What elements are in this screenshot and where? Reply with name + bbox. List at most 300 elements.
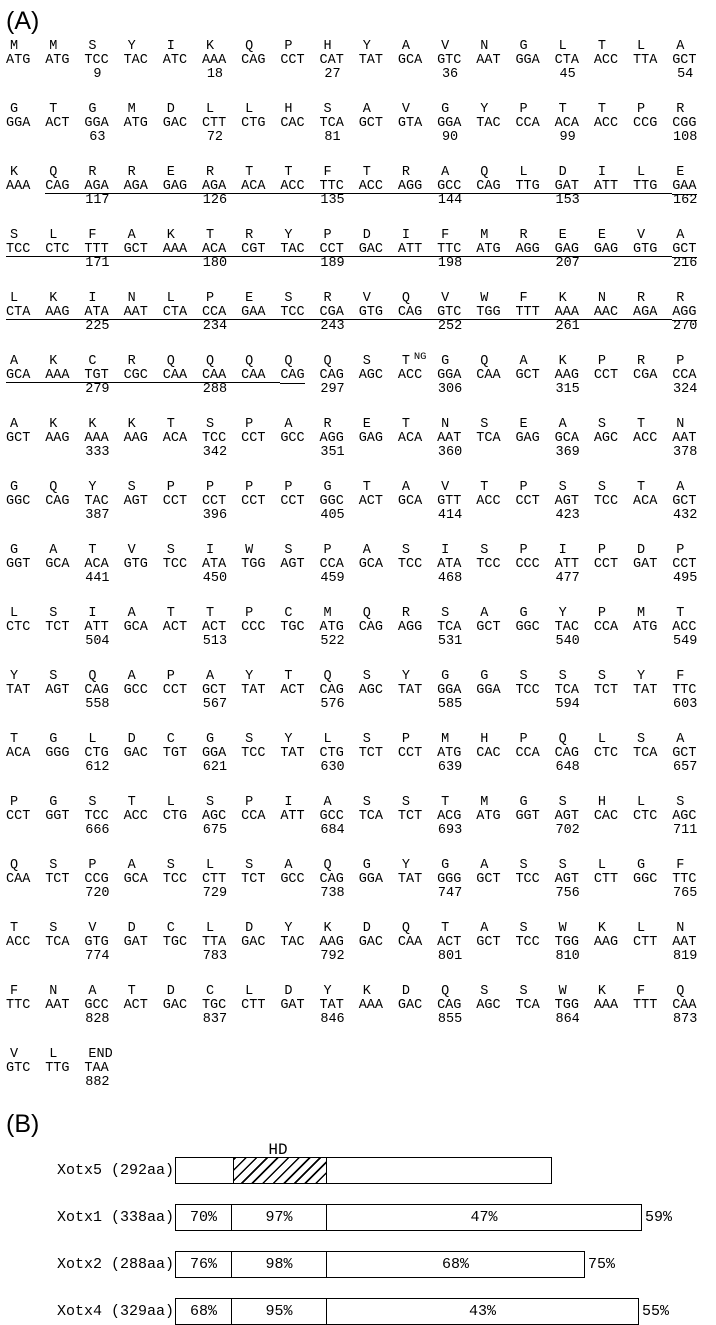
codon-text: TCC — [84, 53, 109, 68]
codon-cell — [163, 180, 202, 194]
aa-cell: S — [166, 543, 175, 558]
position-number: 207 — [555, 256, 580, 271]
codon-text: GAC — [358, 242, 383, 257]
codon-cell — [6, 684, 45, 698]
codon-cell — [320, 873, 359, 887]
aa-cell: D — [362, 921, 371, 936]
number-cell — [515, 887, 554, 901]
aa-cell: A — [284, 417, 293, 432]
number-line — [6, 1013, 716, 1027]
codon-text: ACA — [397, 431, 423, 446]
aa-cell: T — [637, 480, 646, 495]
aa-cell: L — [597, 732, 606, 747]
number-line — [6, 131, 716, 145]
aa-cell: P — [284, 480, 293, 495]
number-cell — [84, 1013, 123, 1027]
number-cell — [398, 509, 437, 523]
position-number: 558 — [85, 697, 110, 712]
codon-cell — [398, 873, 437, 887]
position-number: 720 — [85, 886, 110, 901]
number-cell — [84, 1076, 123, 1090]
codon-cell — [633, 936, 672, 950]
dna-line — [6, 684, 716, 698]
codon-text: GGC — [319, 494, 344, 509]
aa-cell: M — [10, 39, 19, 54]
codon-cell — [672, 432, 711, 446]
codon-cell — [633, 873, 672, 887]
codon-cell — [163, 936, 202, 950]
codon-text: GCT — [672, 242, 697, 257]
domain-bar — [175, 1251, 585, 1278]
aa-cell: F — [323, 165, 332, 180]
codon-text: TCC — [84, 809, 109, 824]
codon-text: TTC — [6, 998, 31, 1013]
codon-cell — [437, 117, 476, 131]
number-cell — [45, 509, 84, 523]
dna-line — [6, 495, 716, 509]
aa-line — [6, 292, 716, 306]
aa-cell: V — [401, 102, 410, 117]
codon-cell — [6, 243, 45, 257]
number-cell — [241, 194, 280, 208]
number-cell — [672, 635, 711, 649]
codon-cell — [280, 243, 319, 257]
number-cell — [320, 194, 359, 208]
codon-text: TCC — [241, 746, 266, 761]
codon-cell — [594, 684, 633, 698]
codon-cell — [202, 306, 241, 320]
number-cell — [124, 698, 163, 712]
aa-cell: A — [480, 858, 489, 873]
codon-text: CCT — [162, 683, 188, 698]
number-cell — [594, 509, 633, 523]
codon-text: CAA — [201, 368, 227, 383]
aa-cell: P — [88, 858, 97, 873]
aa-cell: A — [205, 669, 215, 684]
number-cell — [515, 761, 554, 775]
aa-cell: R — [637, 354, 646, 369]
aa-cell: G — [10, 543, 19, 558]
position-number: 738 — [320, 886, 345, 901]
codon-cell — [672, 180, 711, 194]
codon-cell — [633, 54, 672, 68]
codon-text: CCT — [6, 809, 31, 824]
aa-cell: S — [284, 543, 293, 558]
codon-cell — [672, 558, 711, 572]
position-number: 756 — [555, 886, 580, 901]
number-cell — [672, 824, 711, 838]
number-cell — [280, 68, 319, 82]
codon-cell — [594, 495, 633, 509]
aa-cell: Y — [480, 102, 489, 117]
codon-cell — [241, 369, 280, 383]
codon-text: CGA — [633, 368, 658, 383]
number-cell — [84, 635, 123, 649]
position-number: 225 — [85, 319, 110, 334]
codon-cell — [124, 873, 163, 887]
codon-cell — [555, 369, 594, 383]
codon-text: CCT — [241, 494, 266, 509]
codon-cell — [515, 117, 554, 131]
number-cell — [280, 698, 319, 712]
number-cell — [320, 131, 359, 145]
codon-cell — [280, 810, 319, 824]
codon-cell — [633, 495, 672, 509]
aa-cell: T — [10, 921, 19, 936]
sequence-block — [6, 292, 716, 334]
aa-cell: Q — [49, 165, 58, 180]
codon-cell — [202, 495, 241, 509]
codon-cell — [515, 369, 554, 383]
codon-cell — [202, 54, 241, 68]
codon-text: CAG — [319, 872, 344, 887]
aa-cell: K — [323, 921, 332, 936]
number-cell — [124, 950, 163, 964]
codon-text: AAT — [45, 998, 70, 1013]
aa-cell: S — [88, 39, 97, 54]
number-cell — [45, 383, 84, 397]
codon-cell — [515, 54, 554, 68]
codon-text: CGT — [241, 242, 266, 257]
aa-cell: S — [166, 858, 175, 873]
aa-cell: F — [10, 984, 19, 999]
number-cell — [320, 257, 359, 271]
aa-cell: D — [127, 921, 136, 936]
aa-cell: N — [127, 291, 136, 306]
codon-cell — [124, 432, 163, 446]
aa-cell: L — [637, 39, 646, 54]
codon-cell — [437, 999, 476, 1013]
number-cell — [672, 383, 711, 397]
aa-cell: H — [323, 39, 332, 54]
codon-text: CAG — [476, 179, 501, 194]
codon-cell — [280, 558, 319, 572]
position-number: 288 — [202, 382, 228, 397]
number-cell — [84, 320, 123, 334]
number-cell — [633, 257, 672, 271]
aa-line — [6, 229, 716, 243]
number-cell — [280, 824, 319, 838]
aa-cell: M — [480, 795, 489, 810]
number-cell — [476, 131, 515, 145]
codon-text: GAC — [162, 116, 188, 131]
aa-cell: T — [88, 543, 97, 558]
dna-line — [6, 180, 716, 194]
number-cell — [672, 887, 711, 901]
number-cell — [6, 257, 45, 271]
aa-cell: S — [597, 669, 606, 684]
identity-segment: 70% — [189, 1209, 217, 1226]
position-number: 621 — [202, 760, 228, 775]
number-cell — [555, 383, 594, 397]
position-number: 108 — [673, 130, 698, 145]
codon-cell — [398, 432, 437, 446]
aa-cell: T — [362, 165, 371, 180]
position-number: 297 — [320, 382, 345, 397]
position-number: 801 — [437, 949, 463, 964]
codon-text: CAG — [45, 494, 70, 509]
number-cell — [515, 320, 554, 334]
sequence-block — [6, 670, 716, 712]
number-cell — [476, 824, 515, 838]
codon-text: CAA — [162, 368, 188, 383]
number-cell — [6, 887, 45, 901]
number-cell — [359, 257, 398, 271]
number-cell — [163, 887, 202, 901]
codon-text: GCT — [672, 746, 697, 761]
number-line — [6, 257, 716, 271]
aa-cell: T — [245, 165, 254, 180]
sequence-block — [6, 985, 716, 1027]
codon-text: TCT — [241, 872, 266, 887]
codon-text: GTG — [123, 557, 148, 572]
aa-cell: P — [676, 354, 685, 369]
aa-cell: A — [127, 606, 136, 621]
aa-cell: E — [676, 165, 685, 180]
aa-cell: S — [205, 795, 215, 810]
codon-text: TCA — [319, 116, 344, 131]
codon-text: TCC — [515, 683, 540, 698]
codon-cell — [202, 873, 241, 887]
codon-text: AGA — [84, 179, 109, 194]
codon-text: CCT — [515, 494, 540, 509]
position-number: 27 — [324, 67, 341, 82]
number-cell — [633, 950, 672, 964]
aa-cell: S — [362, 354, 371, 369]
codon-text: CAG — [437, 998, 462, 1013]
codon-cell — [6, 306, 45, 320]
codon-cell — [241, 936, 280, 950]
aa-cell: A — [10, 417, 19, 432]
codon-cell — [241, 432, 280, 446]
number-cell — [202, 887, 241, 901]
codon-cell — [633, 306, 672, 320]
aa-cell: V — [637, 228, 646, 243]
codon-text: GCA — [554, 431, 579, 446]
codon-text: AAG — [45, 431, 70, 446]
codon-cell — [555, 495, 594, 509]
codon-text: TTC — [437, 242, 462, 257]
number-cell — [359, 887, 398, 901]
codon-cell — [320, 54, 359, 68]
codon-text: TAC — [476, 116, 501, 131]
codon-cell — [672, 936, 711, 950]
number-cell — [84, 950, 123, 964]
number-cell — [398, 446, 437, 460]
codon-text: GAG — [554, 242, 579, 257]
position-number: 774 — [85, 949, 110, 964]
codon-text: CCT — [201, 494, 227, 509]
aa-cell: S — [676, 795, 685, 810]
codon-cell — [594, 558, 633, 572]
aa-line — [6, 607, 716, 621]
aa-cell: S — [480, 543, 489, 558]
codon-text: CCA — [319, 557, 344, 572]
codon-text: CGA — [319, 305, 344, 320]
aa-cell: Y — [127, 39, 136, 54]
codon-text: AGG — [397, 179, 423, 194]
number-cell — [594, 68, 633, 82]
codon-text: TGT — [162, 746, 188, 761]
number-cell — [398, 761, 437, 775]
aa-cell: K — [49, 417, 58, 432]
codon-text: GTG — [84, 935, 109, 950]
aa-cell: R — [676, 291, 685, 306]
number-cell — [6, 1076, 45, 1090]
codon-text: CAG — [319, 683, 344, 698]
codon-text: ATT — [397, 242, 423, 257]
aa-cell: S — [88, 795, 97, 810]
codon-text: CAA — [397, 935, 423, 950]
number-line — [6, 320, 716, 334]
codon-cell — [280, 873, 319, 887]
codon-text: ATA — [437, 557, 462, 572]
number-cell — [555, 446, 594, 460]
number-cell — [555, 1013, 594, 1027]
aa-cell: T — [401, 417, 410, 432]
codon-text: GCT — [672, 53, 697, 68]
number-line — [6, 509, 716, 523]
number-cell — [163, 131, 202, 145]
codon-text: CTT — [593, 872, 619, 887]
position-number: 18 — [206, 67, 224, 82]
aa-cell: F — [519, 291, 528, 306]
codon-cell — [320, 558, 359, 572]
aa-cell: L — [597, 858, 606, 873]
codon-cell — [594, 936, 633, 950]
panel-b-label: (B) — [6, 1110, 40, 1138]
codon-text: TAC — [280, 935, 305, 950]
number-cell — [555, 131, 594, 145]
number-cell — [280, 131, 319, 145]
codon-text: TAT — [397, 872, 423, 887]
codon-text: GTT — [437, 494, 462, 509]
number-cell — [202, 320, 241, 334]
number-cell — [515, 383, 554, 397]
codon-text: GTC — [437, 53, 462, 68]
aa-cell: S — [637, 732, 646, 747]
codon-cell — [672, 873, 711, 887]
codon-text: CCC — [241, 620, 266, 635]
aa-cell: E — [519, 417, 528, 432]
aa-cell: L — [205, 921, 215, 936]
codon-text: TAT — [397, 683, 423, 698]
number-cell — [672, 761, 711, 775]
aa-cell: P — [205, 291, 215, 306]
codon-cell — [476, 54, 515, 68]
codon-text: GCT — [201, 683, 227, 698]
aa-cell: N — [676, 921, 685, 936]
number-cell — [398, 320, 437, 334]
number-cell — [241, 698, 280, 712]
identity-segment: 95% — [231, 1299, 326, 1324]
aa-cell: P — [10, 795, 19, 810]
codon-text: TAT — [319, 998, 344, 1013]
codon-cell — [359, 558, 398, 572]
codon-text: TTT — [84, 242, 109, 257]
dna-line — [6, 306, 716, 320]
dna-line — [6, 747, 716, 761]
codon-cell — [359, 495, 398, 509]
codon-cell — [163, 684, 202, 698]
codon-cell — [45, 495, 84, 509]
codon-cell — [280, 117, 319, 131]
codon-text: TCT — [358, 746, 383, 761]
position-number: 387 — [85, 508, 110, 523]
number-cell — [437, 509, 476, 523]
aa-cell: P — [519, 543, 528, 558]
number-cell — [476, 509, 515, 523]
codon-cell — [398, 747, 437, 761]
codon-cell — [398, 684, 437, 698]
codon-text: ACC — [633, 431, 658, 446]
aa-cell: E — [362, 417, 371, 432]
codon-cell — [672, 306, 711, 320]
number-cell — [45, 131, 84, 145]
codon-text: GGA — [358, 872, 383, 887]
codon-cell — [163, 306, 202, 320]
codon-text: ACT — [201, 620, 227, 635]
number-cell — [6, 1013, 45, 1027]
aa-cell: A — [401, 480, 410, 495]
position-number: 234 — [202, 319, 228, 334]
position-number: 54 — [677, 67, 694, 82]
codon-text: ACC — [397, 368, 423, 383]
aa-cell: L — [245, 984, 254, 999]
sequence-block — [6, 40, 716, 82]
codon-cell — [359, 54, 398, 68]
aa-cell: Y — [362, 39, 371, 54]
number-cell — [280, 887, 319, 901]
codon-cell — [163, 873, 202, 887]
codon-cell — [163, 558, 202, 572]
number-cell — [555, 572, 594, 586]
aa-cell: E — [166, 165, 175, 180]
codon-text: TCT — [397, 809, 423, 824]
codon-text: ATG — [45, 53, 70, 68]
protein-label: Xotx2 (288aa) — [57, 1256, 175, 1273]
aa-cell: Q — [401, 921, 410, 936]
codon-cell — [84, 432, 123, 446]
aa-cell: S — [558, 795, 567, 810]
aa-cell: I — [88, 291, 97, 306]
number-cell — [163, 383, 202, 397]
codon-cell — [555, 306, 594, 320]
number-line — [6, 446, 716, 460]
codon-text: ACT — [45, 116, 70, 131]
number-cell — [163, 257, 202, 271]
codon-text: CCG — [84, 872, 109, 887]
position-number: 90 — [441, 130, 459, 145]
codon-text: CAG — [241, 53, 266, 68]
aa-cell: A — [323, 795, 332, 810]
codon-cell — [45, 558, 84, 572]
codon-cell — [84, 747, 123, 761]
codon-cell — [476, 558, 515, 572]
number-cell — [398, 257, 437, 271]
position-number: 9 — [93, 67, 102, 82]
aa-cell: A — [127, 669, 136, 684]
number-cell — [359, 635, 398, 649]
aa-cell: T — [441, 921, 450, 936]
sequence-block — [6, 733, 716, 775]
codon-text: GGA — [437, 116, 462, 131]
codon-text: TCT — [45, 872, 70, 887]
number-cell — [476, 761, 515, 775]
number-cell — [515, 950, 554, 964]
position-number: 99 — [559, 130, 576, 145]
codon-cell — [45, 1062, 84, 1076]
